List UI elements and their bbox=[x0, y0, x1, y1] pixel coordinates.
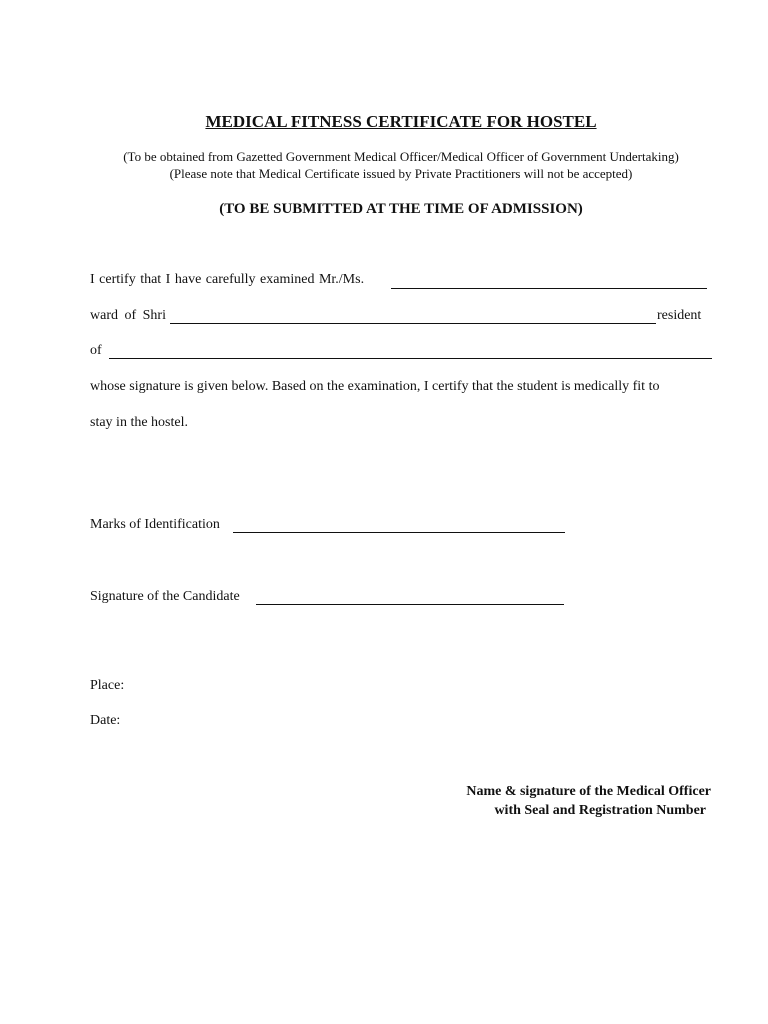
address-of-label: of bbox=[90, 343, 102, 358]
fitness-statement-line-1: whose signature is given below. Based on the examination, I certify that the student is medically fit to bbox=[90, 379, 660, 394]
address-blank[interactable] bbox=[109, 358, 712, 359]
marks-of-identification-label: Marks of Identification bbox=[90, 517, 220, 532]
place-label: Place: bbox=[90, 678, 125, 693]
guardian-name-blank[interactable] bbox=[170, 323, 656, 324]
medical-officer-signature-label: Name & signature of the Medical Officer bbox=[466, 784, 711, 799]
student-name-blank[interactable] bbox=[391, 288, 707, 289]
ward-of-label: ward of Shri bbox=[90, 308, 166, 323]
date-label: Date: bbox=[90, 713, 121, 728]
candidate-signature-blank[interactable] bbox=[256, 604, 564, 605]
resident-label: resident bbox=[657, 308, 702, 323]
private-practitioner-note: (Please note that Medical Certificate issued by Private Practitioners will not be accepted) bbox=[169, 166, 633, 181]
issuing-authority-note: (To be obtained from Gazetted Government Medical Officer/Medical Officer of Government Undertaking) bbox=[123, 149, 679, 164]
seal-registration-label: with Seal and Registration Number bbox=[494, 803, 706, 818]
marks-of-identification-blank[interactable] bbox=[233, 532, 565, 533]
fitness-statement-line-2: stay in the hostel. bbox=[90, 415, 188, 430]
certify-examined-label: I certify that I have carefully examined Mr./Ms. bbox=[90, 272, 365, 287]
candidate-signature-label: Signature of the Candidate bbox=[90, 589, 240, 604]
submission-notice: (TO BE SUBMITTED AT THE TIME OF ADMISSION) bbox=[219, 201, 583, 217]
certificate-title: MEDICAL FITNESS CERTIFICATE FOR HOSTEL bbox=[205, 112, 597, 131]
